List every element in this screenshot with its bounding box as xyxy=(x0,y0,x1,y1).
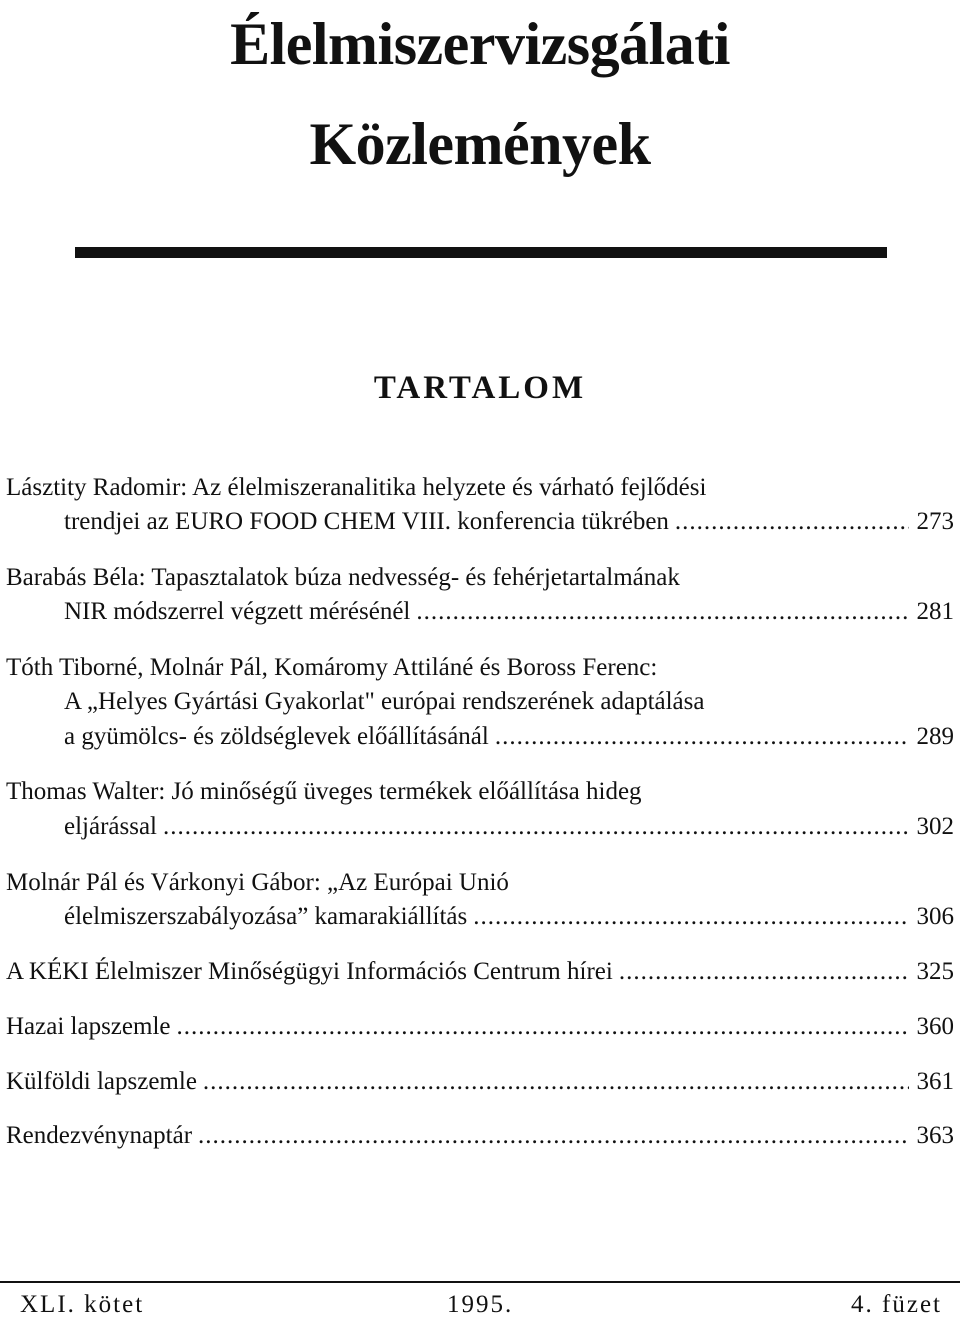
title-rule xyxy=(75,247,887,258)
toc-entry-6-last-line: A KÉKI Élelmiszer Minőségügyi Információs Centrum hírei xyxy=(6,958,613,985)
dot-leader xyxy=(416,597,908,627)
toc-entry-6-leader-line xyxy=(6,957,954,987)
toc-entry-8-leader-line xyxy=(6,1067,954,1097)
toc-entry-1-line-1: Lásztity Radomir: Az élelmiszeranalitika helyzete és várható fejlődési xyxy=(6,474,707,501)
toc-entry-4-line-1: Thomas Walter: Jó minőségű üveges termékek előállítása hideg xyxy=(6,778,642,805)
toc-entry-2-line-1: Barabás Béla: Tapasztalatok búza nedvesség- és fehérjetartalmának xyxy=(6,564,680,591)
toc-entry-2-last-line: NIR módszerrel végzett mérésénél xyxy=(64,598,411,625)
footer-issue: 4. füzet xyxy=(851,1291,942,1318)
toc-entry-7-last-line: Hazai lapszemle xyxy=(6,1013,171,1040)
toc-entry-8-page: 361 xyxy=(916,1068,954,1095)
toc-entry-7-leader-line xyxy=(6,1012,954,1042)
dot-leader xyxy=(203,1067,909,1097)
toc-entry-3-line-2: A „Helyes Gyártási Gyakorlat" európai rendszerének adaptálása xyxy=(64,688,705,715)
toc-entry-9-leader-line xyxy=(6,1121,954,1151)
toc-entry-9-last-line: Rendezvénynaptár xyxy=(6,1122,193,1149)
dot-leader xyxy=(619,957,909,987)
toc-entry-5-last-line: élelmiszerszabályozása” kamarakiállítás xyxy=(64,903,468,930)
toc-entry-7-page: 360 xyxy=(916,1013,954,1040)
footer-year: 1995. xyxy=(447,1291,514,1318)
footer-rule xyxy=(0,1281,960,1283)
toc-entry-5-page: 306 xyxy=(916,903,954,930)
toc-entry-3-leader-line xyxy=(64,722,954,752)
dot-leader xyxy=(198,1121,908,1151)
journal-title-line-2: Közlemények xyxy=(309,111,651,177)
footer-volume: XLI. kötet xyxy=(20,1291,145,1318)
toc-entry-6-page: 325 xyxy=(916,958,954,985)
journal-title-line-1: Élelmiszervizsgálati xyxy=(230,11,730,77)
dot-leader xyxy=(177,1012,909,1042)
dot-leader xyxy=(473,902,908,932)
toc-entry-4-leader-line xyxy=(64,812,954,842)
toc-entry-8-last-line: Külföldi lapszemle xyxy=(6,1068,197,1095)
dot-leader xyxy=(675,507,909,537)
toc-entry-3-last-line: a gyümölcs- és zöldséglevek előállításánál xyxy=(64,723,489,750)
toc-entry-4-page: 302 xyxy=(916,813,954,840)
toc-heading: TARTALOM xyxy=(373,370,587,406)
toc-entry-1-last-line: trendjei az EURO FOOD CHEM VIII. konferencia tükrében xyxy=(64,508,669,535)
dot-leader xyxy=(163,812,908,842)
toc-entry-2-page: 281 xyxy=(916,598,954,625)
toc-entry-5-line-1: Molnár Pál és Várkonyi Gábor: „Az Európai Unió xyxy=(6,869,509,896)
toc-entry-9-page: 363 xyxy=(916,1122,954,1149)
toc-entry-4-last-line: eljárással xyxy=(64,813,158,840)
toc-entry-1-page: 273 xyxy=(916,508,954,535)
dot-leader xyxy=(495,722,909,752)
toc-entry-2-leader-line xyxy=(64,597,954,627)
toc-entry-5-leader-line xyxy=(64,902,954,932)
toc-entry-3-page: 289 xyxy=(916,723,954,750)
toc-entry-1-leader-line xyxy=(64,507,954,537)
toc-entry-3-line-1: Tóth Tiborné, Molnár Pál, Komáromy Attiláné és Boross Ferenc: xyxy=(6,654,658,681)
